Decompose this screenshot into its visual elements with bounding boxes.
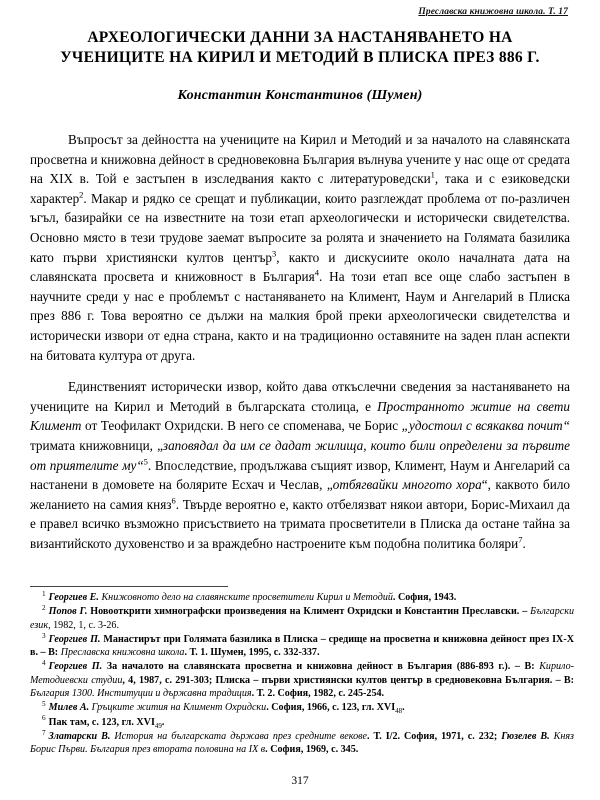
footnote-7-tail-2: . София, 1969, с. 345. xyxy=(265,744,359,756)
footnote-6-subscript: 49 xyxy=(154,721,162,730)
p2-work-title-1: Пространното житие на свети Климент xyxy=(30,398,570,434)
footnote-6 xyxy=(30,716,574,729)
footnote-5-number: 5 xyxy=(42,700,46,709)
page-title-line-2: УЧЕНИЦИТЕ НА КИРИЛ И МЕТОДИЙ В ПЛИСКА ПРЕЗ 886 Г. xyxy=(60,49,540,66)
footnote-4-number: 4 xyxy=(42,659,46,668)
p1-seg-5: . На този етап все още слабо застъпен в научните среди у нас е проблемът с настаняването на Климент, Наум и Ангеларий в Плиска през 886 г. Това вероятно се дължи на малкия брой преки археологически свидетелства и исторически извори от една страна, както и на традиционно оставяните на заден план аспекти на битовата култура от друга. xyxy=(30,269,570,363)
footnote-3-body: Манастирът при Голямата базилика в Плиска – средище на просветна и книжовна дейност през IX-X в. – В: xyxy=(30,633,574,659)
footnote-7-author-2: Гюзелев В. xyxy=(501,730,550,742)
footnote-7-author: Златарски В. xyxy=(48,730,111,742)
footnote-3-source: Преславска книжовна школа xyxy=(60,647,185,659)
footnote-4-source: Кирило-Методиевски студии xyxy=(30,661,574,686)
page-title-line-1: АРХЕОЛОГИЧЕСКИ ДАННИ ЗА НАСТАНЯВАНЕТО НА xyxy=(87,29,513,46)
page-number: 317 xyxy=(291,775,309,787)
article-body xyxy=(30,130,570,553)
footnote-1-author: Георгиев Е. xyxy=(48,592,99,603)
footnote-2-body: Новооткрити химнографски произведения на Климент Охридски и Константин Преславски. – xyxy=(87,606,531,618)
p2-quote-2: заповядал да им се дадат жилища, които били определени за първите от приятелите му“ xyxy=(30,437,570,473)
p1-seg-4: , както и дискусиите около началната дата на славянската просвета и книжовност в България xyxy=(30,249,570,285)
footnote-5-tail: . София, 1966, с. 123, гл. XVI xyxy=(266,702,396,714)
footnote-3 xyxy=(30,633,574,660)
paragraph-2 xyxy=(30,377,570,553)
footnote-7-tail: . Т. I/2. София, 1971, с. 232; xyxy=(366,730,502,742)
p2-seg-1: Единственият исторически извор, който дава откъслечни сведения за настаняването на учениците на Кирил и Методий в българската столица, е xyxy=(30,379,570,414)
footnote-1-title: Книжовното дело на славянските просветители Кирил и Методий xyxy=(101,592,393,603)
p1-seg-1: Въпросът за дейността на учениците на Кирил и Методий и за началото на славянската просветна и книжовна дейност в средновековна България вълнува учените у нас още от средата на XIX в. Той е застъпен в изследвания както с литературоведски xyxy=(30,132,570,187)
p2-seg-4: . Впоследствие, продължава същият извор, Климент, Наум и Ангеларий са настанени в домовете на болярите Есхач и Чеслав, „ xyxy=(30,457,570,493)
footnote-4-author: Георгиев П. xyxy=(48,661,103,673)
footnote-3-author: Георгиев П. xyxy=(48,633,101,645)
p2-seg-3: тримата книжовници, „ xyxy=(30,437,163,453)
p2-quote-3: отбягвайки многото хора xyxy=(332,477,482,493)
footnote-6-body: Пак там, с. 123, гл. XVI xyxy=(48,716,155,728)
footnote-7-title: История на българската държава през средните векове xyxy=(114,730,367,742)
p2-quote-1: „удостоил с всякаква почит“ xyxy=(401,418,570,434)
footnote-ref-4[interactable]: 4 xyxy=(314,267,319,278)
p1-seg-3: . Макар и рядко се срещат и публикации, които разглеждат проблема от по-различен ъгъл, базирайки се на известните на този етап археологически и исторически свидетелства. Основно място в тези трудове заемат въпросите за ролята и значението на Голямата базилика като първи християнски култов център xyxy=(30,190,570,265)
footnote-area xyxy=(30,586,574,758)
footnote-1 xyxy=(30,591,574,604)
footnote-3-number: 3 xyxy=(42,631,46,640)
footnote-4-source-2: България 1300. Институции и държавна традиция xyxy=(30,688,252,700)
footnote-4-tail: , 4, 1987, с. 291-303; Плиска – първи християнски култов център в средновековна България. – В: xyxy=(122,674,575,686)
footnote-3-tail: . Т. 1. Шумен, 1995, с. 332-337. xyxy=(184,647,320,659)
p2-seg-5: “, каквото било желанието на самия княз xyxy=(30,477,570,512)
footnote-7 xyxy=(30,730,574,757)
footnote-2-tail: , 1982, 1, с. 3-26. xyxy=(48,619,119,631)
p2-seg-7: . xyxy=(522,535,526,551)
footnote-6-number: 6 xyxy=(42,714,46,723)
footnote-5-title: Гръцките жития на Климент Охридски xyxy=(91,702,267,714)
footnote-2-journal: Български език xyxy=(30,606,574,631)
footnote-5-author: Милев А. xyxy=(48,702,90,714)
footnote-2 xyxy=(30,605,574,632)
footnote-7-title-2: Княз Борис Първи. България през втората половина на IX в xyxy=(30,730,574,756)
title-block xyxy=(30,28,570,68)
footnote-5-subscript: 48 xyxy=(395,707,403,716)
footnote-separator-rule xyxy=(30,586,228,587)
footnote-7-number: 7 xyxy=(42,728,46,737)
footnote-ref-2[interactable]: 2 xyxy=(79,189,84,200)
running-head: Преславска книжовна школа. Т. 17 xyxy=(418,7,568,17)
footnote-list xyxy=(30,591,574,757)
p2-seg-2: от Теофилакт Охридски. В него се споменава, че Борис xyxy=(81,418,402,434)
footnote-4 xyxy=(30,660,574,700)
footnote-1-number: 1 xyxy=(42,589,46,598)
footnote-6-tail: . xyxy=(161,716,165,728)
footnote-2-author: Попов Г. xyxy=(48,606,88,618)
p1-seg-2: , така и с езиковедски характер xyxy=(30,171,570,206)
footnote-ref-1[interactable]: 1 xyxy=(430,169,435,180)
footnote-1-tail: . София, 1943. xyxy=(392,592,457,603)
author-byline: Константин Константинов (Шумен) xyxy=(177,88,423,103)
footnote-4-tail-2: . Т. 2. София, 1982, с. 245-254. xyxy=(251,688,385,700)
footnote-5-tail-2: . xyxy=(402,702,405,714)
footnote-ref-6[interactable]: 6 xyxy=(171,495,176,506)
footnote-ref-3[interactable]: 3 xyxy=(272,248,277,259)
footnote-5 xyxy=(30,701,574,714)
paragraph-1 xyxy=(30,130,570,365)
footnote-ref-7[interactable]: 7 xyxy=(518,534,523,545)
footnote-2-number: 2 xyxy=(42,603,46,612)
p2-seg-6: . Твърде вероятно е, както отбелязват някои автори, Борис-Михаил да е правел всичко възможно присъствието на тримата просветители в Плиска да остане тайна за византийското духовенство и за враждебно настроените към подобна политика боляри xyxy=(30,496,570,551)
footnote-4-body: За началото на славянската просветна и книжовна дейност в България (886-893 г.). – В: xyxy=(102,661,540,673)
footnote-ref-5[interactable]: 5 xyxy=(143,456,148,467)
